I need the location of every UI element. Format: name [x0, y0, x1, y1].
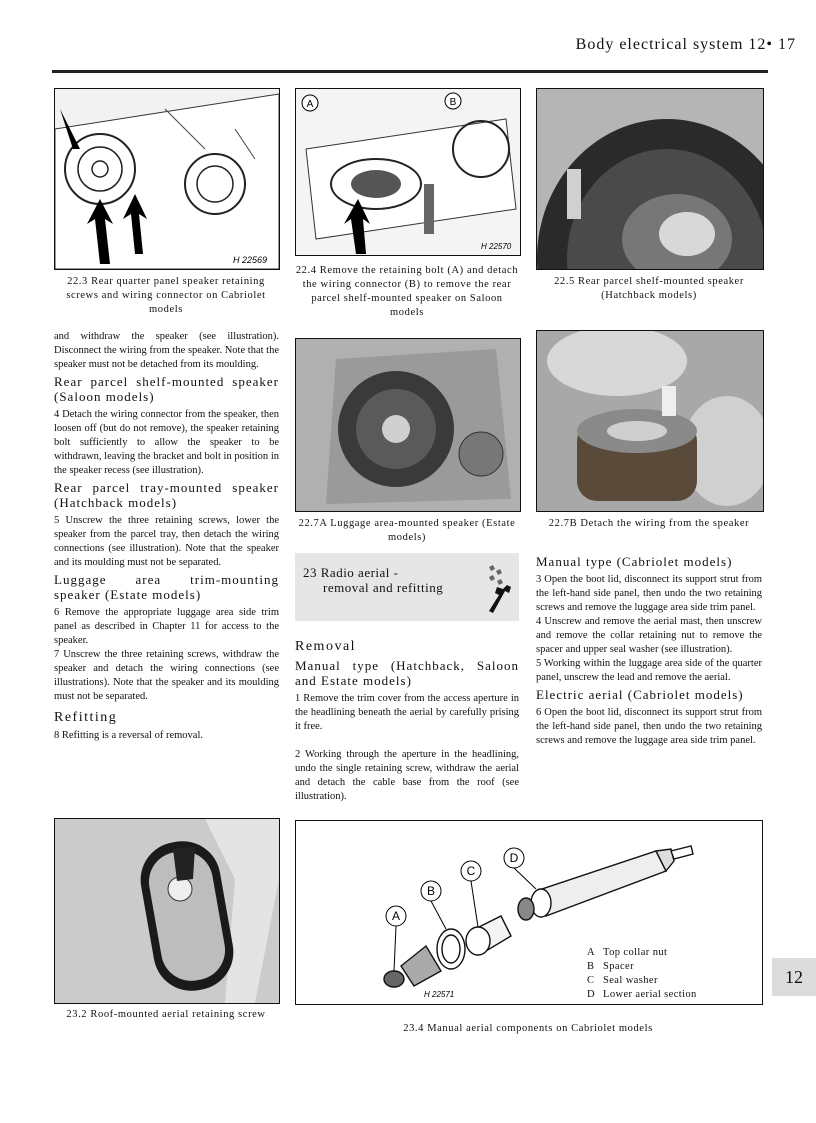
- aerial-photo-23-2: [55, 819, 279, 1003]
- col2-para-1: 1 Remove the trim cover from the access aperture in the headlining beneath the aerial by carefully prising it free.: [295, 693, 519, 732]
- column-2: [295, 633, 519, 804]
- col3-para-5: 5 Working within the luggage area side of the quarter panel, unscrew the lead and remove the aerial.: [536, 658, 762, 683]
- photo-22-3: [54, 88, 280, 270]
- caption-22-7a: 22.7A Luggage area-mounted speaker (Estate models): [298, 518, 516, 543]
- caption-22-3: 22.3 Rear quarter panel speaker retaining screws and wiring connector on Cabriolet models: [66, 276, 266, 315]
- heading-hatchback-speaker: Rear parcel tray-mounted speaker (Hatchback models): [54, 480, 279, 510]
- heading-removal: Removal: [295, 639, 357, 654]
- speaker-drawing-22-3: [55, 89, 279, 269]
- speaker-photo-22-7a: [296, 339, 520, 511]
- label-a-22-4: A: [306, 99, 314, 110]
- legend-item: D Lower aerial section: [587, 989, 697, 1000]
- fig-code-22-4: H 22570: [481, 242, 512, 251]
- fig-label-a: A: [391, 909, 401, 923]
- figure-23-4-legend: [587, 946, 697, 1002]
- fig-label-c: C: [466, 864, 476, 878]
- page-header: Body electrical system 12• 17: [575, 36, 796, 53]
- col3-para-6: 6 Open the boot lid, disconnect its support strut from the left-hand side panel, then undo the two retaining screws and remove the luggage area side trim panel.: [536, 707, 762, 746]
- photo-22-7b: [536, 330, 764, 512]
- speaker-photo-22-7b: [537, 331, 763, 511]
- col1-para-8: 8 Refitting is a reversal of removal.: [54, 730, 203, 741]
- col1-para-6: 6 Remove the appropriate luggage area side trim panel as described in Chapter 11 for access to the speaker.: [54, 607, 279, 646]
- chapter-tab: 12: [772, 958, 816, 996]
- heading-saloon-speaker: Rear parcel shelf-mounted speaker (Saloon models): [54, 374, 279, 404]
- fig-label-b: B: [426, 884, 436, 898]
- legend-item: B Spacer: [587, 961, 634, 972]
- section-23-box: [295, 553, 519, 621]
- heading-electric-aerial: Electric aerial (Cabriolet models): [536, 687, 744, 702]
- caption-22-4: 22.4 Remove the retaining bolt (A) and detach the wiring connector (B) to remove the rear parcel shelf-mounted speaker on Saloon models: [295, 265, 519, 318]
- col3-para-4: 4 Unscrew and remove the aerial mast, then unscrew and remove the collar retaining nut to remove the spacer and upper seal washer (see illustration).: [536, 616, 762, 655]
- heading-manual-type-hatchback: Manual type (Hatchback, Saloon and Estate models): [295, 658, 519, 688]
- section-23-title: [303, 565, 443, 595]
- header-rule: [52, 70, 768, 73]
- legend-item: C Seal washer: [587, 975, 658, 986]
- photo-22-5: [536, 88, 764, 270]
- heading-manual-type-cabriolet: Manual type (Cabriolet models): [536, 554, 733, 569]
- heading-estate-speaker: Luggage area trim-mounting speaker (Estate models): [54, 572, 279, 602]
- caption-22-7b: 22.7B Detach the wiring from the speaker: [548, 518, 750, 529]
- photo-23-2: [54, 818, 280, 1004]
- col1-para-4: 4 Detach the wiring connector from the speaker, then loosen off (but do not remove), the speaker retaining bolt sufficiently to allow the speaker to be withdrawn, leaving the bracket and bolt in position in the speaker recess (see illustration).: [54, 409, 279, 476]
- heading-refitting: Refitting: [54, 710, 118, 725]
- photo-22-4: [295, 88, 521, 256]
- column-3: [536, 552, 762, 748]
- caption-22-5: 22.5 Rear parcel shelf-mounted speaker (Hatchback models): [554, 276, 744, 301]
- col3-para-3: 3 Open the boot lid, disconnect its support strut from the left-hand side panel, then undo the two retaining screws and remove the luggage area side trim panel.: [536, 574, 762, 613]
- label-b-22-4: B: [449, 97, 457, 108]
- photo-22-7a: [295, 338, 521, 512]
- col1-para-7: 7 Unscrew the three retaining screws, withdraw the speaker and detach the wiring connections (see illustrations). Note that the speaker and its moulding must not be separated.: [54, 649, 279, 702]
- legend-item: A Top collar nut: [587, 947, 668, 958]
- speaker-photo-22-5: [537, 89, 763, 269]
- section-23-line-1: 23 Radio aerial -: [303, 565, 399, 580]
- col2-para-2: 2 Working through the aperture in the headlining, undo the single retaining screw, withdraw the aerial and detach the cable base from the roof (see illustration).: [295, 749, 519, 802]
- col1-para-5: 5 Unscrew the three retaining screws, lower the speaker from the parcel tray, then detach the wiring connections (see illustration). Note that the speaker and its moulding must not be separated.: [54, 515, 279, 568]
- caption-23-2: 23.2 Roof-mounted aerial retaining screw: [66, 1009, 266, 1020]
- col1-para-1: and withdraw the speaker (see illustration). Disconnect the wiring from the speaker. Note that the speaker must not be detached from its moulding.: [54, 331, 279, 370]
- column-1: [54, 330, 279, 743]
- fig-code-23-4: H 22571: [424, 990, 455, 999]
- section-23-line-2: removal and refitting: [323, 580, 444, 595]
- fig-code-22-3: H 22569: [233, 255, 268, 265]
- wrench-icon: [483, 563, 513, 615]
- speaker-drawing-22-4: [296, 89, 520, 255]
- caption-23-4: 23.4 Manual aerial components on Cabriolet models: [403, 1023, 653, 1034]
- fig-label-d: D: [509, 851, 519, 865]
